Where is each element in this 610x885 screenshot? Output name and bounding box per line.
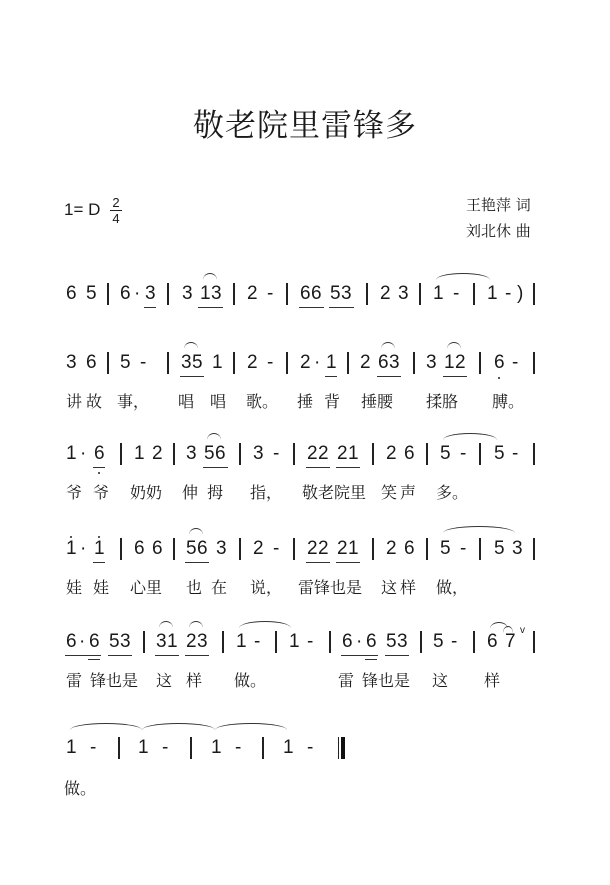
note: 1: [134, 443, 145, 464]
barline: [286, 283, 288, 305]
barline: [372, 538, 374, 560]
underline: [65, 655, 101, 656]
underline: [185, 562, 209, 563]
lyric: 故: [86, 392, 103, 411]
note: 1: [444, 352, 455, 373]
underline: [180, 376, 204, 377]
barline: [479, 352, 481, 374]
note: 5: [120, 352, 131, 373]
lyricist-credit: 王艳萍 词: [466, 196, 531, 214]
lyric: 在: [211, 578, 228, 597]
barline: [533, 443, 535, 465]
note: 2: [318, 538, 329, 559]
barline: [426, 443, 428, 465]
dash: -: [512, 443, 519, 464]
slur: [189, 621, 203, 628]
note: 5: [192, 352, 203, 373]
note: 6: [342, 631, 353, 652]
lyric: 娃: [66, 578, 83, 597]
note: 3: [426, 352, 437, 373]
note: 1: [66, 737, 77, 758]
note: 2: [318, 443, 329, 464]
dot: ·: [80, 443, 87, 464]
note: 1: [487, 283, 498, 304]
slur: [189, 528, 203, 535]
score-row-5: [0, 625, 610, 701]
dash: -: [307, 737, 314, 758]
note: 6: [404, 443, 415, 464]
note: 5: [440, 538, 451, 559]
barline: [167, 283, 169, 305]
lyric: 捶: [297, 392, 314, 411]
close-paren: ): [517, 283, 524, 304]
underline: [144, 307, 156, 308]
composer-credit: 刘北休 曲: [466, 222, 531, 240]
barline: [293, 443, 295, 465]
key-signature: 1= D: [64, 200, 101, 219]
lyric: 这: [381, 578, 398, 597]
underline: [93, 562, 105, 563]
barline: [329, 631, 331, 653]
note: 6: [300, 283, 311, 304]
note: 1: [66, 443, 77, 464]
lyric: 笑: [381, 483, 398, 502]
lyric: 敬老院里: [302, 483, 367, 502]
note: 6: [404, 538, 415, 559]
lyric: 锋也是: [90, 671, 139, 690]
slur: [207, 433, 221, 440]
lyric: 做。: [234, 671, 267, 690]
tie: [142, 723, 215, 730]
underline: [299, 307, 324, 308]
note: 3: [182, 283, 193, 304]
note: 1: [66, 538, 77, 559]
dash: -: [273, 443, 280, 464]
note: 6: [66, 283, 77, 304]
barline: [479, 443, 481, 465]
barline: [167, 352, 169, 374]
dash: -: [460, 443, 467, 464]
slur: [159, 621, 173, 628]
note: 2: [307, 538, 318, 559]
note: 1: [212, 352, 223, 373]
lyric: 说，: [250, 578, 283, 597]
note: 2: [300, 352, 311, 373]
dash: -: [90, 737, 97, 758]
note: 2: [455, 352, 466, 373]
note: 6: [94, 443, 105, 464]
double-underline: [88, 659, 100, 660]
underline: [155, 655, 179, 656]
tie: [443, 526, 515, 533]
note: 6: [494, 352, 505, 373]
note: 1: [236, 631, 247, 652]
barline: [420, 631, 422, 653]
tie: [215, 723, 287, 730]
barline: [286, 352, 288, 374]
lyric: 唱: [210, 392, 227, 411]
barline: [372, 443, 374, 465]
note: 3: [145, 283, 156, 304]
tie: [443, 433, 497, 440]
lyric: 雷: [338, 671, 355, 690]
note: 1: [348, 443, 359, 464]
note: 2: [360, 352, 371, 373]
note: 3: [512, 538, 523, 559]
lyric: 背: [324, 392, 341, 411]
underline: [329, 307, 354, 308]
underline: [93, 467, 105, 468]
barline: [173, 538, 175, 560]
note: 2: [337, 538, 348, 559]
barline: [366, 283, 368, 305]
note: 2: [307, 443, 318, 464]
note: 5: [186, 538, 197, 559]
note: 2: [247, 352, 258, 373]
note: 6: [86, 352, 97, 373]
lyric: 爷: [66, 483, 83, 502]
note: 6: [487, 631, 498, 652]
lyric: 歌。: [246, 392, 279, 411]
lyric: 做。: [64, 779, 97, 798]
dash: -: [267, 283, 274, 304]
score-row-4: [0, 538, 610, 608]
note: 5: [494, 443, 505, 464]
underline: [377, 376, 401, 377]
note: 2: [337, 443, 348, 464]
lyric: 锋也是: [362, 671, 411, 690]
lyric: 事，: [117, 392, 150, 411]
barline: [222, 631, 224, 653]
barline: [120, 538, 122, 560]
lyric: 伸: [182, 483, 199, 502]
note: 3: [186, 443, 197, 464]
score-row-6: [0, 737, 610, 807]
note: 3: [398, 283, 409, 304]
tie: [239, 621, 291, 628]
note: 5: [330, 283, 341, 304]
dash: -: [453, 283, 460, 304]
dot: ·: [356, 631, 363, 652]
lyric: 唱: [178, 392, 195, 411]
dot: ·: [79, 631, 86, 652]
note: 3: [66, 352, 77, 373]
note: 5: [494, 538, 505, 559]
dot: ·: [80, 538, 87, 559]
note: 6: [152, 538, 163, 559]
time-bottom: 4: [112, 211, 120, 226]
barline: [473, 283, 475, 305]
barline: [143, 631, 145, 653]
lyric: 多。: [436, 483, 469, 502]
barline: [173, 443, 175, 465]
note: 2: [380, 283, 391, 304]
score-row-3: [0, 443, 610, 513]
double-underline: [365, 659, 377, 660]
dash: -: [162, 737, 169, 758]
barline: [262, 737, 264, 759]
note: 5: [204, 443, 215, 464]
barline: [533, 538, 535, 560]
note: 2: [386, 538, 397, 559]
underline: [108, 655, 132, 656]
note: 6: [197, 538, 208, 559]
note: 1: [283, 737, 294, 758]
note: 7: [505, 631, 516, 652]
barline: [347, 352, 349, 374]
note: 6: [366, 631, 377, 652]
note: 2: [152, 443, 163, 464]
barline: [107, 283, 109, 305]
slur: [184, 342, 198, 349]
lyric: 心里: [130, 578, 163, 597]
lyric: 指，: [250, 483, 283, 502]
lyric: 爷: [93, 483, 110, 502]
underline: [306, 467, 330, 468]
breath-mark-icon: v: [520, 625, 525, 636]
barline: [479, 538, 481, 560]
note: 2: [247, 283, 258, 304]
underline: [443, 376, 467, 377]
barline: [233, 352, 235, 374]
tie: [436, 273, 490, 280]
underline: [203, 467, 228, 468]
barline: [533, 631, 535, 653]
dash: -: [235, 737, 242, 758]
low-octave-dot: [98, 472, 100, 474]
lyric: 雷锋也是: [298, 578, 363, 597]
note: 3: [120, 631, 131, 652]
dash: -: [460, 538, 467, 559]
barline: [426, 538, 428, 560]
lyric: 揉胳: [426, 392, 459, 411]
note: 3: [211, 283, 222, 304]
underline: [341, 655, 378, 656]
fermata-icon: [503, 626, 513, 633]
underline: [336, 562, 360, 563]
note: 3: [253, 443, 264, 464]
barline: [533, 352, 535, 374]
note: 2: [186, 631, 197, 652]
slur: [203, 273, 217, 280]
note: 1: [200, 283, 211, 304]
lyric: 做，: [436, 578, 469, 597]
slur: [381, 342, 395, 349]
note: 5: [386, 631, 397, 652]
barline: [533, 283, 535, 305]
note: 3: [216, 538, 227, 559]
dash: -: [505, 283, 512, 304]
note: 1: [167, 631, 178, 652]
note: 1: [94, 538, 105, 559]
underline: [385, 655, 409, 656]
barline: [419, 283, 421, 305]
note: 6: [66, 631, 77, 652]
note: 3: [181, 352, 192, 373]
note: 6: [215, 443, 226, 464]
lyric: 声: [400, 483, 417, 502]
note: 6: [120, 283, 131, 304]
note: 2: [386, 443, 397, 464]
lyric: 样: [400, 578, 417, 597]
note: 5: [86, 283, 97, 304]
lyric: 讲: [66, 392, 83, 411]
underline: [336, 467, 360, 468]
lyric: 奶奶: [130, 483, 163, 502]
high-octave-dot: [70, 536, 72, 538]
lyric: 样: [484, 671, 501, 690]
dash: -: [254, 631, 261, 652]
note: 1: [433, 283, 444, 304]
barline: [190, 737, 192, 759]
underline: [325, 376, 337, 377]
lyric: 膊。: [492, 392, 525, 411]
score-row-1: [0, 283, 610, 353]
dash: -: [307, 631, 314, 652]
high-octave-dot: [98, 536, 100, 538]
barline: [239, 443, 241, 465]
note: 5: [109, 631, 120, 652]
dash: -: [267, 352, 274, 373]
note: 2: [253, 538, 264, 559]
underline: [198, 307, 223, 308]
note: 3: [156, 631, 167, 652]
tie: [70, 723, 142, 730]
lyric: 雷: [66, 671, 83, 690]
barline: [473, 631, 475, 653]
dot: ·: [134, 283, 141, 304]
low-octave-dot: [498, 377, 500, 379]
note: 5: [440, 443, 451, 464]
note: 1: [348, 538, 359, 559]
barline: [107, 352, 109, 374]
note: 3: [397, 631, 408, 652]
barline: [120, 443, 122, 465]
note: 1: [289, 631, 300, 652]
lyric: 这: [432, 671, 449, 690]
dash: -: [451, 631, 458, 652]
note: 6: [311, 283, 322, 304]
note: 3: [389, 352, 400, 373]
barline: [118, 737, 120, 759]
note: 6: [134, 538, 145, 559]
lyric: 这: [156, 671, 173, 690]
note: 3: [341, 283, 352, 304]
dash: -: [512, 352, 519, 373]
slur: [447, 342, 461, 349]
lyric: 娃: [93, 578, 110, 597]
dash: -: [273, 538, 280, 559]
barline: [275, 631, 277, 653]
lyric: 捶腰: [361, 392, 394, 411]
page-title: 敬老院里雷锋多: [193, 108, 417, 144]
barline: [293, 538, 295, 560]
dash: -: [140, 352, 147, 373]
time-top: 2: [112, 195, 120, 210]
underline: [185, 655, 209, 656]
score-row-2: [0, 352, 610, 422]
note: 1: [138, 737, 149, 758]
note: 1: [211, 737, 222, 758]
barline: [233, 283, 235, 305]
lyric: 也: [186, 578, 203, 597]
note: 5: [433, 631, 444, 652]
note: 3: [197, 631, 208, 652]
note: 1: [326, 352, 337, 373]
note: 6: [378, 352, 389, 373]
barline: [239, 538, 241, 560]
note: 6: [89, 631, 100, 652]
lyric: 拇: [207, 483, 224, 502]
underline: [306, 562, 330, 563]
barline: [413, 352, 415, 374]
dot: ·: [314, 352, 321, 373]
lyric: 样: [186, 671, 203, 690]
time-signature: [110, 196, 122, 225]
